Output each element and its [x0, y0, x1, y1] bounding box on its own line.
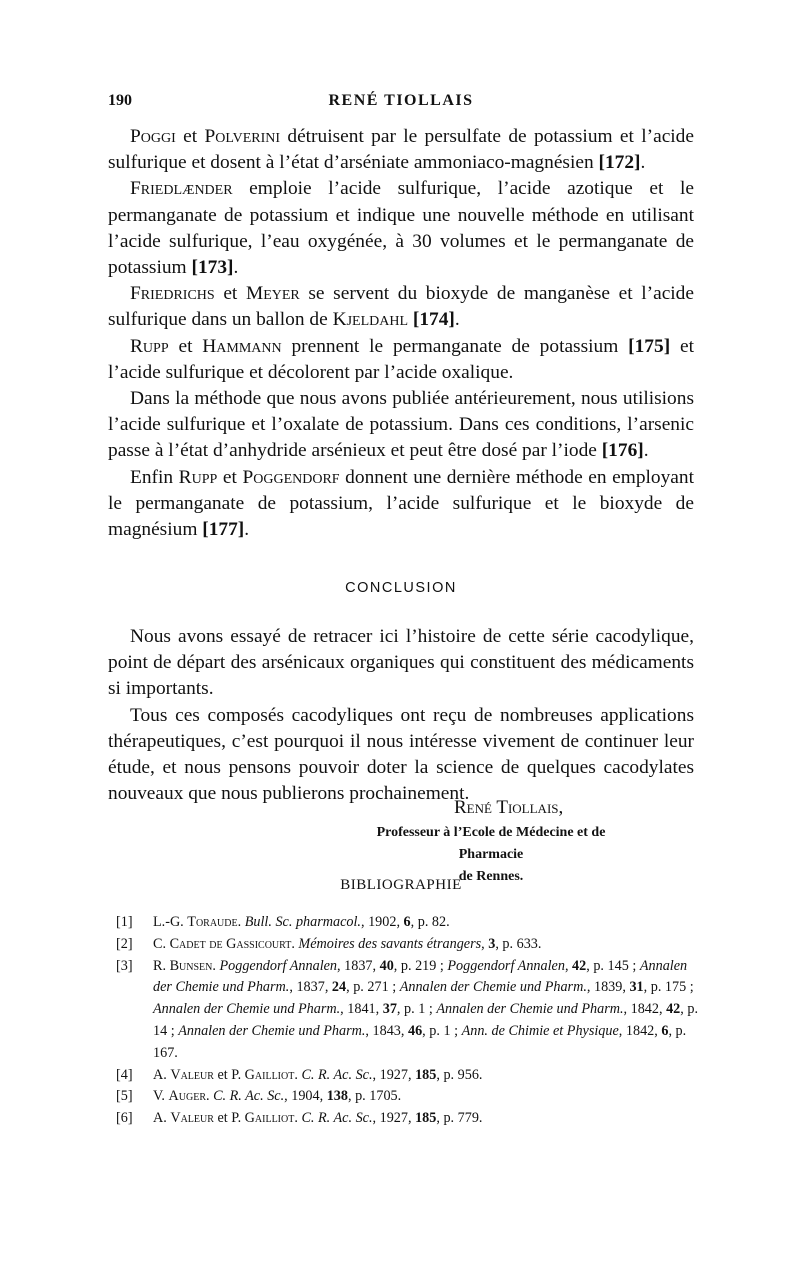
reference-number: [1] [116, 914, 133, 930]
citation-ref: [177] [202, 519, 245, 541]
paragraph-poggi: Poggi et Polverini détruisent par le persulfate de potassium et l’acide sulfurique et dosent à l’état d’arséniate ammoniaco-magnésien [172]. [108, 126, 694, 174]
methods-section [108, 124, 694, 543]
reference-number: [6] [116, 1110, 133, 1127]
running-title: RENÉ TIOLLAIS [328, 92, 474, 109]
paragraph-rupp: Rupp et Hammann prennent le permanganate de potassium [175] et l’acide sulfurique et décolorent par l’acide oxalique. [108, 335, 694, 383]
conclusion-section [108, 624, 694, 807]
bibliography-list [116, 912, 702, 1130]
citation-ref: [174] [412, 309, 455, 331]
author-name: Polverini [204, 126, 281, 147]
author-name: Rupp [130, 335, 169, 357]
conclusion-paragraph-2: Tous ces composés cacodyliques ont reçu de nombreuses applications thérapeutiques, c’est pourquoi il nous intéresse vivement de continuer leur étude, et nous pensons pouvoir doter la science de quelques cacodylates nouveaux que nous publierons prochainement. [108, 704, 694, 805]
author-name: Friedrichs [130, 283, 215, 305]
reference-item: [5] V. Auger. C. R. Ac. Sc., 1904, 138, p. 1705. [116, 1086, 702, 1108]
author-name: Hammann [202, 335, 282, 357]
reference-item: [4] A. Valeur et P. Gailliot. C. R. Ac. Sc., 1927, 185, p. 956. [116, 1065, 702, 1087]
bibliography-heading: BIBLIOGRAPHIE [340, 877, 462, 893]
conclusion-heading: CONCLUSION [345, 580, 457, 596]
signature-name: René Tiollais, [454, 797, 564, 818]
reference-item: [2] C. Cadet de Gassicourt. Mémoires des savants étrangers, 3, p. 633. [116, 934, 702, 956]
citation-ref: [176] [601, 440, 644, 462]
citation-ref: [175] [628, 335, 671, 357]
author-name: Rupp [178, 466, 218, 488]
author-name: Kjeldahl [332, 309, 409, 331]
reference-item: [1] L.-G. Toraude. Bull. Sc. pharmacol., 1902, 6, p. 82. [116, 912, 702, 934]
reference-number: [3] [116, 957, 133, 974]
author-name: Meyer [245, 283, 300, 305]
reference-item: [6] A. Valeur et P. Gailliot. C. R. Ac. Sc., 1927, 185, p. 779. [116, 1108, 702, 1130]
affiliation-line: Professeur à l’Ecole de Médecine et de Pharmacie [376, 825, 606, 862]
citation-ref: [172] [598, 152, 641, 174]
conclusion-paragraph-1: Nous avons essayé de retracer ici l’histoire de cette série cacodylique, point de départ des arsénicaux organiques qui constituent des médicaments si importants. [108, 626, 694, 700]
paragraph-enfin: Enfin Rupp et Poggendorf donnent une dernière méthode en employant le permanganate de potassium, l’acide sulfurique et le bioxyde de magnésium [177]. [108, 466, 694, 541]
author-name: Poggendorf [242, 466, 340, 488]
reference-number: [2] [116, 935, 133, 952]
author-name: Friedlænder [130, 178, 233, 200]
reference-item: [3] R. Bunsen. Poggendorf Annalen, 1837, 40, p. 219 ; Poggendorf Annalen, 42, p. 145 ; Annalen der Chemie und Pharm., 1837, 24, p. 271 ; Annalen der Chemie und Pharm., 1839, 31, p. 175 ; Annalen der Chemie und Pharm., 1841, 37, p. 1 ; Annalen der Chemie und Pharm., 1842, 42, p. 14 ; Annalen der Chemie und Pharm., 1843, 46, p. 1 ; Ann. de Chimie et Physique, 1842, 6, p. 167. [116, 957, 698, 1061]
page-header [108, 92, 694, 114]
author-name: Poggi [130, 126, 176, 147]
paragraph-friedrichs: Friedrichs et Meyer se servent du bioxyde de manganèse et l’acide sulfurique dans un ballon de Kjeldahl [174]. [108, 283, 694, 331]
paragraph-method: Dans la méthode que nous avons publiée antérieurement, nous utilisions l’acide sulfurique et l’oxalate de potassium. Dans ces conditions, l’arsenic passe à l’état d’anhydride arsénieux et peut être dosé par l’iode [176]. [108, 388, 694, 462]
reference-number: [4] [116, 1066, 133, 1083]
paragraph-friedlaender: Friedlænder emploie l’acide sulfurique, l’acide azotique et le permanganate de potassium et indique une nouvelle méthode en utilisant l’acide sulfurique, l’eau oxygénée, à 30 volumes et le permanganate de potassium [173]. [108, 178, 694, 279]
affiliation-line: de Rennes. [458, 869, 524, 884]
page-number: 190 [108, 92, 132, 109]
reference-number: [5] [116, 1088, 133, 1105]
citation-ref: [173] [191, 257, 234, 279]
